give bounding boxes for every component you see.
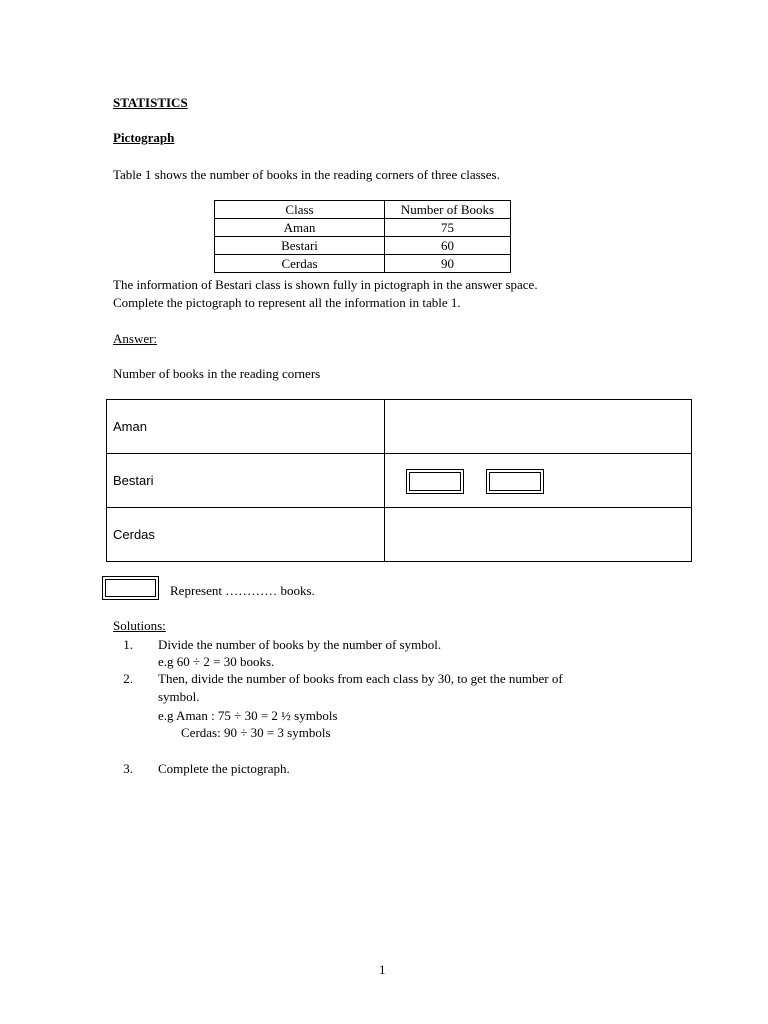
table-header-class: Class [215, 201, 385, 219]
table-cell-books: 60 [385, 237, 511, 255]
table-row [215, 219, 511, 237]
answer-label: Answer: [113, 331, 158, 346]
step-number: 1. [123, 637, 133, 652]
info-line-1: The information of Bestari class is shown fully in pictograph in the answer space. [113, 277, 538, 292]
pictograph-class-label: Cerdas [107, 508, 385, 562]
section-title: Pictograph [113, 130, 175, 145]
pictograph-class-label: Aman [107, 400, 385, 454]
table-cell-books: 90 [385, 255, 511, 273]
page-heading: STATISTICS [113, 95, 188, 110]
book-symbol-icon [486, 469, 544, 494]
table-cell-class: Cerdas [215, 255, 385, 273]
step-text: Complete the pictograph. [158, 761, 290, 776]
table-header-row [215, 201, 511, 219]
table-row [215, 237, 511, 255]
step-number: 3. [123, 761, 133, 776]
book-symbol-icon [406, 469, 464, 494]
pictograph-symbol-cell[interactable] [385, 508, 692, 562]
pictograph-symbol-cell[interactable] [385, 400, 692, 454]
page-number: 1 [379, 962, 386, 977]
table-header-books: Number of Books [385, 201, 511, 219]
books-table [214, 200, 511, 273]
pictograph-row [107, 400, 692, 454]
info-line-2: Complete the pictograph to represent all the information in table 1. [113, 295, 461, 310]
pictograph-title: Number of books in the reading corners [113, 366, 321, 381]
intro-text: Table 1 shows the number of books in the reading corners of three classes. [113, 167, 500, 182]
step-text: Cerdas: 90 ÷ 30 = 3 symbols [181, 725, 331, 740]
table-row [215, 255, 511, 273]
step-text: Divide the number of books by the number of symbol. [158, 637, 442, 652]
pictograph-class-label: Bestari [107, 454, 385, 508]
table-cell-class: Bestari [215, 237, 385, 255]
step-text: e.g Aman : 75 ÷ 30 = 2 ½ symbols [158, 708, 338, 723]
step-number: 2. [123, 671, 133, 686]
solutions-list [113, 636, 673, 796]
pictograph-symbol-cell[interactable] [385, 454, 692, 508]
step-text: symbol. [158, 689, 200, 704]
table-cell-books: 75 [385, 219, 511, 237]
pictograph-table [106, 399, 692, 562]
solutions-label: Solutions: [113, 618, 166, 633]
key-book-symbol-icon [102, 576, 159, 600]
table-cell-class: Aman [215, 219, 385, 237]
pictograph-row [107, 454, 692, 508]
step-text: Then, divide the number of books from each class by 30, to get the number of [158, 671, 563, 686]
step-text: e.g 60 ÷ 2 = 30 books. [158, 654, 275, 669]
pictograph-row [107, 508, 692, 562]
key-text: Represent ………… books. [170, 583, 315, 598]
